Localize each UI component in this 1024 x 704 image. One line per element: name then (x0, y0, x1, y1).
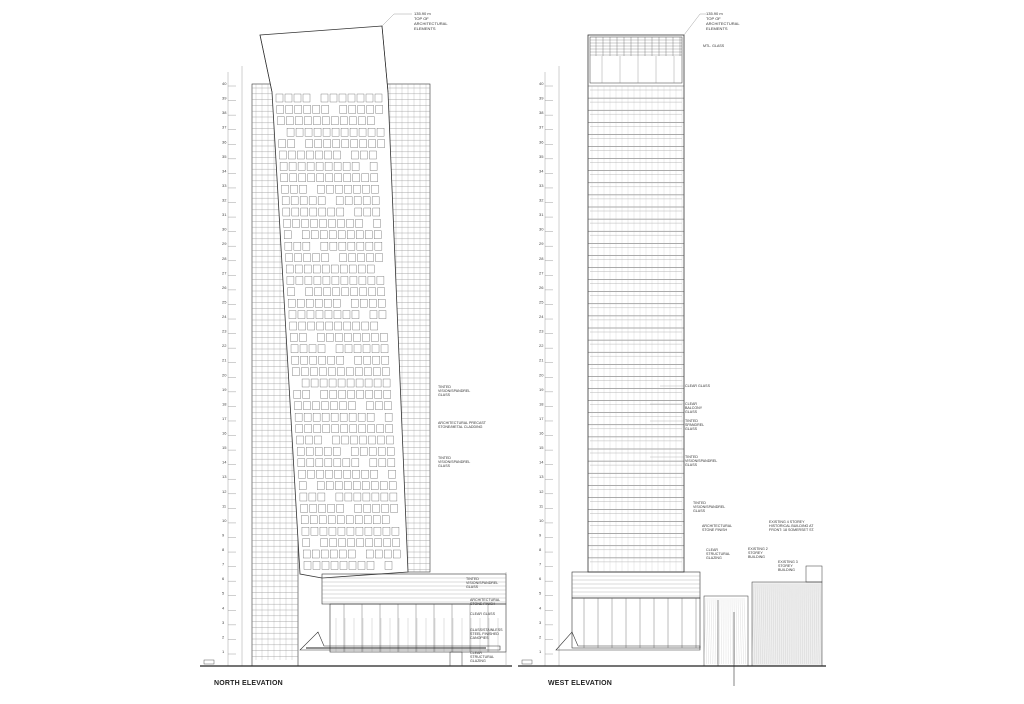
west-existing-hatch (719, 598, 720, 664)
north-entry-door (450, 652, 462, 666)
west-level-label-1: 1 (539, 649, 542, 654)
west-level-label-23: 23 (539, 328, 544, 334)
north-level-label-6: 6 (222, 576, 225, 582)
north-level-label-18: 18 (222, 401, 227, 407)
west-elevation-drawing (518, 14, 826, 686)
west-top-line1: TOP OF (706, 16, 721, 21)
west-note-5: TINTED VISION/SPANDREL GLASS (685, 455, 718, 467)
west-level-label-25: 25 (539, 299, 544, 305)
north-grade-marker (204, 660, 214, 664)
north-level-label-21: 21 (222, 357, 227, 363)
west-level-label-30: 30 (539, 226, 544, 232)
north-level-label-34: 34 (222, 168, 227, 174)
west-level-label-35: 35 (539, 153, 544, 159)
west-existing-hatch (704, 598, 706, 664)
north-top-leader (382, 14, 394, 26)
north-level-label-8: 8 (222, 547, 225, 553)
west-note-6: TINTED VISION/SPANDREL GLASS (693, 501, 726, 513)
west-existing-hatch (706, 598, 708, 664)
north-level-label-30: 30 (222, 226, 227, 232)
west-level-label-7: 7 (539, 561, 542, 567)
north-note-6: CLEAR GLASS (470, 612, 495, 616)
west-level-label-4: 4 (539, 605, 542, 611)
west-level-label-13: 13 (539, 474, 544, 480)
west-existing-hatch (711, 598, 712, 664)
north-level-label-19: 19 (222, 386, 227, 392)
north-top-line1: TOP OF (414, 16, 429, 21)
north-level-label-3: 3 (222, 619, 225, 625)
north-level-label-31: 31 (222, 212, 227, 218)
north-elevation-drawing (200, 14, 512, 666)
west-level-label-28: 28 (539, 255, 544, 261)
west-note-9: EXISTING 2 STOREY BUILDING (748, 547, 768, 559)
north-level-label-37: 37 (222, 124, 227, 130)
north-level-label-9: 9 (222, 532, 225, 538)
north-level-label-29: 29 (222, 241, 227, 247)
north-tower-face (260, 26, 408, 578)
west-existing-hatch (744, 598, 746, 664)
west-level-label-8: 8 (539, 547, 542, 553)
north-level-label-20: 20 (222, 372, 227, 378)
west-canopy (556, 632, 700, 650)
north-level-label-1: 1 (222, 649, 225, 654)
west-level-label-15: 15 (539, 445, 544, 451)
north-level-label-7: 7 (222, 561, 225, 567)
north-level-label-2: 2 (222, 634, 225, 640)
west-existing-hatch (742, 598, 744, 664)
north-level-label-40: 40 (222, 81, 227, 86)
north-note-4: TINTED VISION/SPANDREL GLASS (466, 577, 499, 589)
north-level-label-11: 11 (222, 503, 227, 509)
north-top-elevation: 135.90 m (414, 11, 431, 16)
west-existing-hatch (715, 598, 716, 664)
north-level-label-22: 22 (222, 343, 227, 349)
west-level-label-16: 16 (539, 430, 544, 436)
north-note-3: TINTED VISION/SPANDREL GLASS (438, 456, 471, 468)
west-grade-marker (522, 660, 532, 664)
west-level-label-24: 24 (539, 314, 544, 320)
north-level-label-25: 25 (222, 299, 227, 305)
north-level-label-35: 35 (222, 153, 227, 159)
north-level-label-39: 39 (222, 95, 227, 101)
north-level-label-36: 36 (222, 139, 227, 145)
north-note-1: TINTED VISION/SPANDREL GLASS (438, 385, 471, 397)
north-level-label-33: 33 (222, 182, 227, 188)
west-note-1: MTL. GLASS (703, 44, 725, 48)
north-note-5: ARCHITECTURAL STONE FINISH (470, 598, 501, 606)
north-note-2: ARCHITECTURAL PRECAST STONE/METAL CLADDING (438, 421, 486, 429)
west-level-label-2: 2 (539, 634, 542, 640)
west-level-label-19: 19 (539, 386, 544, 392)
west-level-label-5: 5 (539, 590, 542, 596)
west-top-leader (684, 14, 700, 35)
west-elevation-caption: WEST ELEVATION (548, 680, 612, 687)
west-level-label-33: 33 (539, 182, 544, 188)
north-level-label-32: 32 (222, 197, 227, 203)
west-level-label-14: 14 (539, 459, 544, 465)
west-level-label-26: 26 (539, 284, 544, 290)
north-level-label-38: 38 (222, 110, 227, 116)
west-level-label-6: 6 (539, 576, 542, 582)
north-level-label-12: 12 (222, 488, 227, 494)
west-note-8: CLEAR STRUCTURAL GLAZING (706, 548, 731, 560)
north-level-label-28: 28 (222, 255, 227, 261)
west-level-label-32: 32 (539, 197, 544, 203)
west-existing-hatch (713, 598, 714, 664)
west-top-label (706, 11, 740, 31)
west-existing-hatch (738, 598, 739, 664)
north-top-line3: ELEMENTS (414, 26, 436, 31)
west-level-label-38: 38 (539, 110, 544, 116)
north-level-label-13: 13 (222, 474, 227, 480)
north-level-label-17: 17 (222, 415, 227, 421)
west-level-label-29: 29 (539, 241, 544, 247)
west-level-label-9: 9 (539, 532, 542, 538)
west-level-label-34: 34 (539, 168, 544, 174)
north-level-label-14: 14 (222, 459, 227, 465)
north-level-label-26: 26 (222, 284, 227, 290)
west-level-label-20: 20 (539, 372, 544, 378)
north-elevation-caption: NORTH ELEVATION (214, 680, 283, 687)
west-note-11: EXISTING 4 STOREY HISTORICAL BUILDING AT FRONT: 18 SOMERSET ST. (769, 520, 815, 532)
north-top-label (414, 11, 448, 31)
west-level-label-3: 3 (539, 619, 542, 625)
west-note-10: EXISTING 3 STOREY BUILDING (778, 560, 798, 572)
west-level-label-18: 18 (539, 401, 544, 407)
north-top-line2: ARCHITECTURAL (414, 21, 448, 26)
west-existing-cornice (806, 566, 822, 582)
west-existing-hatch (708, 598, 710, 664)
north-level-label-27: 27 (222, 270, 227, 276)
west-level-label-31: 31 (539, 212, 544, 218)
west-existing-hatch (732, 598, 733, 664)
west-level-label-22: 22 (539, 343, 544, 349)
north-level-label-24: 24 (222, 314, 227, 320)
north-level-label-16: 16 (222, 430, 227, 436)
north-level-label-10: 10 (222, 517, 227, 523)
west-top-line3: ELEMENTS (706, 26, 728, 31)
north-level-label-23: 23 (222, 328, 227, 334)
west-level-label-37: 37 (539, 124, 544, 130)
west-level-label-36: 36 (539, 139, 544, 145)
west-existing-hatch (736, 598, 737, 664)
west-level-label-40: 40 (539, 81, 544, 86)
north-level-label-15: 15 (222, 445, 227, 451)
west-level-label-17: 17 (539, 415, 544, 421)
west-note-3: CLEAR BALCONY GLASS (685, 402, 703, 414)
west-level-label-12: 12 (539, 488, 544, 494)
north-level-label-4: 4 (222, 605, 225, 611)
north-note-7: GLASS/STAINLESS STEEL FINISHED CANOPIES (470, 628, 503, 640)
north-level-label-5: 5 (222, 590, 225, 596)
west-level-label-39: 39 (539, 95, 544, 101)
west-level-label-21: 21 (539, 357, 544, 363)
north-note-8: CLEAR STRUCTURAL GLAZING (470, 651, 495, 663)
west-note-7: ARCHITECTURAL STONE FINISH (702, 524, 733, 532)
west-level-label-27: 27 (539, 270, 544, 276)
west-existing-hatch (740, 598, 741, 664)
west-tower-outline (588, 35, 684, 572)
west-level-label-11: 11 (539, 503, 544, 509)
west-note-2: CLEAR GLASS (685, 384, 710, 388)
west-top-line2: ARCHITECTURAL (706, 21, 740, 26)
west-existing-3-storey (752, 582, 822, 666)
west-top-elevation: 135.90 m (706, 11, 723, 16)
west-podium-lower (572, 598, 700, 648)
west-note-4: TINTED SPANDREL GLASS (685, 419, 705, 431)
west-level-label-10: 10 (539, 517, 544, 523)
